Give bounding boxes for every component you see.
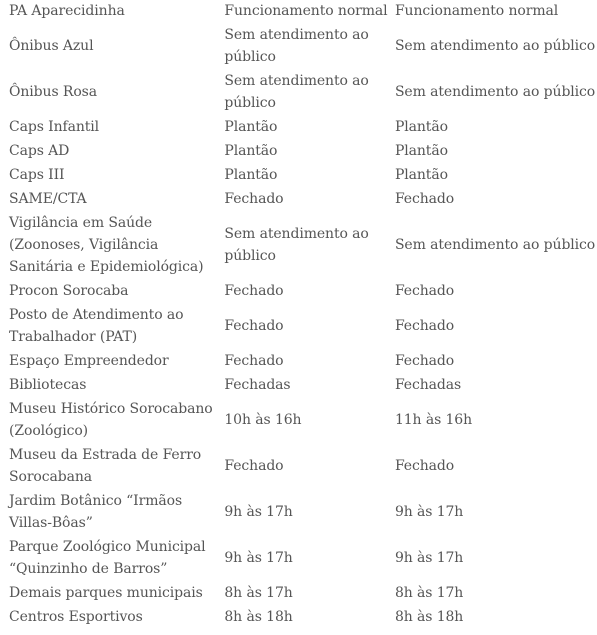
service-name-cell: PA Aparecidinha [9,3,125,19]
day2-status-cell: Fechado [394,318,455,334]
day1-status-cell: 9h às 17h [224,504,293,520]
day2-status-cell: 8h às 17h [394,585,464,601]
table-row [0,581,597,605]
day2-status-cell: Fechado [394,458,455,474]
day1-status-cell: 10h às 16h [224,412,302,428]
service-name-cell: Caps AD [9,143,70,159]
table-row [0,443,597,489]
day2-status-cell: Plantão [394,167,448,183]
service-name-cell: Ônibus Rosa [9,84,97,100]
table-row [0,163,597,187]
day1-status-cell: Fechado [224,283,284,299]
table-row [0,535,597,581]
day2-status-cell: Sem atendimento ao público [394,84,596,100]
day2-status-cell: 8h às 18h [394,609,464,625]
service-name-cell: Ônibus Azul [9,38,94,54]
day1-status-cell: 8h às 18h [224,609,293,625]
service-name-cell: Parque Zoológico Municipal “Quinzinho de Barros” [9,539,206,577]
table-row [0,139,597,163]
day2-status-cell: 11h às 16h [394,412,473,428]
table-row [0,605,597,629]
table-row [0,489,597,535]
day1-status-cell: Fechado [224,353,284,369]
day1-status-cell: Plantão [224,143,278,159]
service-name-cell: Museu Histórico Sorocabano (Zoológico) [9,401,213,439]
service-name-cell: Demais parques municipais [9,585,203,601]
table-row [0,373,597,397]
service-name-cell: Jardim Botânico “Irmãos Villas-Bôas” [9,493,183,531]
service-name-cell: Centros Esportivos [9,609,143,625]
service-name-cell: Procon Sorocaba [9,283,129,299]
service-name-cell: Vigilância em Saúde (Zoonoses, Vigilância Sanitária e Epidemiológica) [9,215,204,275]
table-row [0,23,597,69]
service-name-cell: Caps Infantil [9,119,100,135]
day2-status-cell: Plantão [394,143,448,159]
day2-status-cell: Fechado [394,353,455,369]
table-row [0,115,597,139]
table-row [0,211,597,279]
day2-status-cell: 9h às 17h [394,504,464,520]
day1-status-cell: Fechado [224,191,284,207]
table-row [0,303,597,349]
day1-status-cell: Fechadas [224,377,291,393]
day1-status-cell: Plantão [224,119,278,135]
day2-status-cell: Sem atendimento ao público [394,237,596,253]
day2-status-cell: Funcionamento normal [394,3,559,19]
table-row [0,69,597,115]
day1-status-cell: Funcionamento normal [224,3,388,19]
day1-status-cell: Sem atendimento ao público [224,27,369,65]
table-row [0,397,597,443]
service-name-cell: Caps III [9,167,65,183]
day1-status-cell: Plantão [224,167,278,183]
service-name-cell: Posto de Atendimento ao Trabalhador (PAT) [9,307,184,345]
table-row [0,0,597,23]
table-row [0,349,597,373]
service-name-cell: Museu da Estrada de Ferro Sorocabana [9,447,202,485]
service-name-cell: SAME/CTA [9,191,87,207]
day2-status-cell: 9h às 17h [394,550,464,566]
day1-status-cell: 8h às 17h [224,585,293,601]
table-row [0,187,597,211]
day2-status-cell: Fechado [394,283,455,299]
day1-status-cell: Sem atendimento ao público [224,73,369,111]
day2-status-cell: Plantão [394,119,448,135]
day2-status-cell: Sem atendimento ao público [394,38,596,54]
day1-status-cell: Sem atendimento ao público [224,226,369,264]
service-name-cell: Espaço Empreendedor [9,353,169,369]
day1-status-cell: Fechado [224,318,284,334]
service-name-cell: Bibliotecas [9,377,87,393]
day2-status-cell: Fechadas [394,377,462,393]
table-row [0,279,597,303]
day2-status-cell: Fechado [394,191,455,207]
day1-status-cell: 9h às 17h [224,550,293,566]
day1-status-cell: Fechado [224,458,284,474]
